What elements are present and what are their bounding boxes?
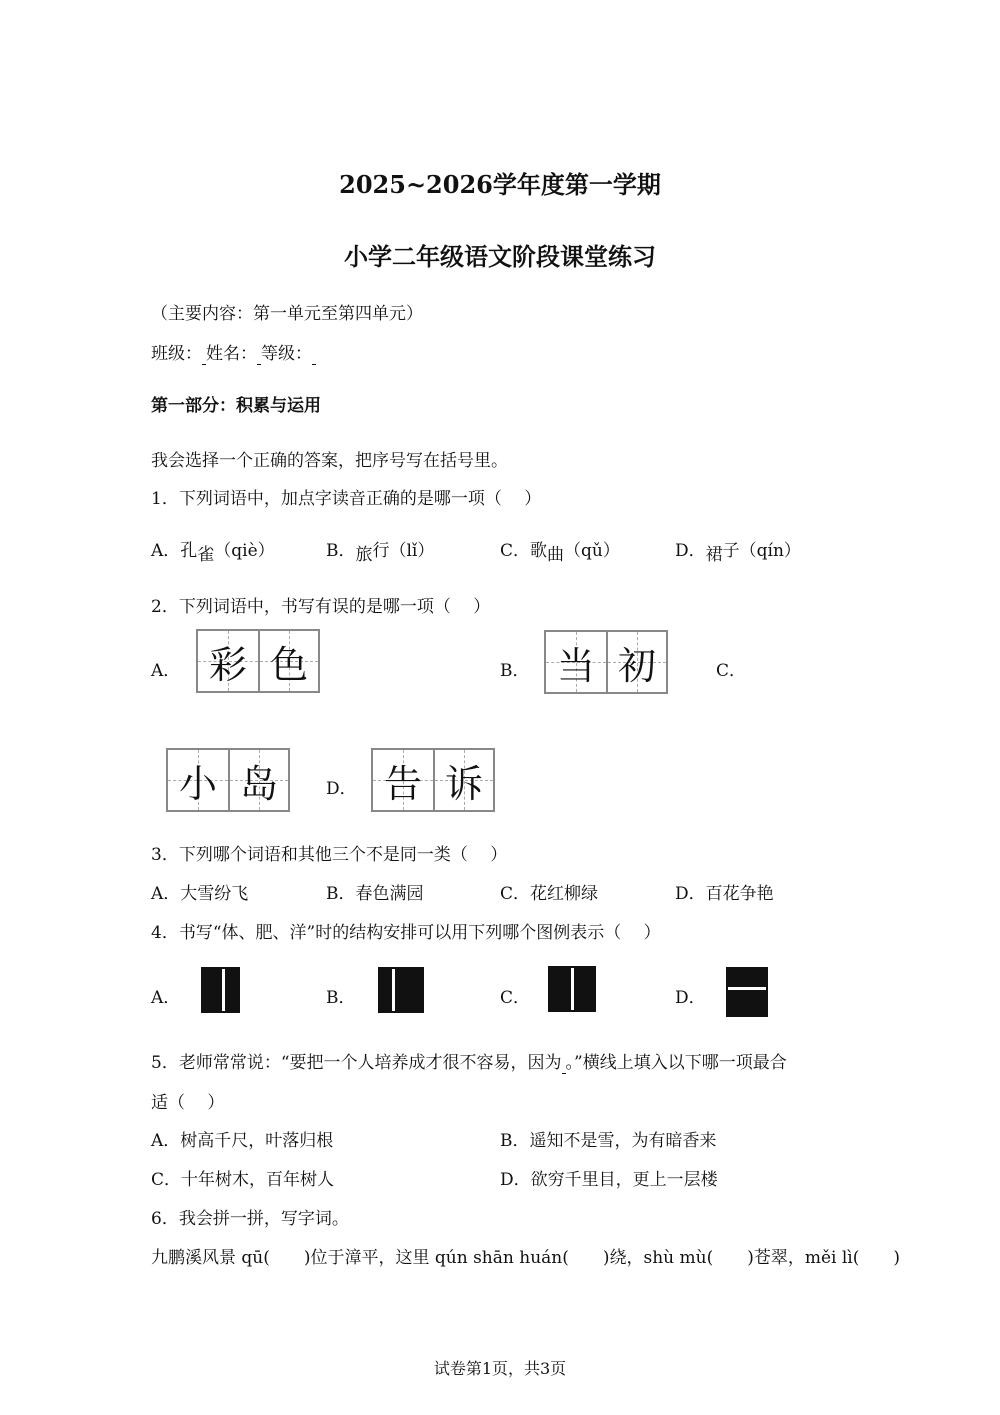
page-footer: 试卷第1页，共3页 [433, 1359, 567, 1378]
q2-option-d-letter: D． [326, 779, 357, 799]
dotted-char: 旅 [355, 545, 373, 565]
q2-option-a-letter: A． [151, 661, 181, 681]
left-right-structure-icon [201, 967, 240, 1013]
grid-cell: 当 [546, 632, 606, 692]
q2-option-c-letter: C． [716, 661, 747, 681]
grade-blank [312, 350, 316, 365]
q4-stem: 4．书写“体、肥、洋”时的结构安排可以用下列哪个图例表示（ ） [151, 923, 661, 943]
q2-option-a-grid [196, 629, 320, 693]
q1-option-d: D．裙子（qín） [675, 541, 801, 565]
q2-option-c-grid [166, 748, 290, 812]
q5-option-b: B．遥知不是雪，为有暗香来 [500, 1131, 717, 1151]
left-right-structure-icon [378, 967, 424, 1013]
grid-cell: 彩 [198, 631, 258, 691]
grid-cell: 岛 [228, 750, 288, 810]
dotted-char: 裙 [705, 545, 723, 565]
left-right-structure-icon [548, 966, 596, 1012]
dotted-char: 曲 [547, 545, 565, 565]
top-bottom-structure-icon [726, 967, 768, 1017]
q1-option-a: A．孔雀（qiè） [151, 541, 275, 565]
q6-stem: 6．我会拼一拼，写字词。 [151, 1209, 349, 1229]
q3-option-c: C．花红柳绿 [500, 884, 599, 904]
section-heading: 第一部分：积累与运用 [151, 396, 321, 416]
q3-option-a: A．大雪纷飞 [151, 884, 249, 904]
q5-option-a: A．树高千尺，叶落归根 [151, 1131, 334, 1151]
q6-passage: 九鹏溪风景 qū( )位于漳平，这里 qún shān huán( )绕，shù mù( )苍翠，měi lì( ) [151, 1248, 901, 1268]
q2-option-b-letter: B． [500, 661, 530, 681]
q2-option-d-grid [371, 748, 495, 812]
section-instruction: 我会选择一个正确的答案，把序号写在括号里。 [151, 451, 508, 471]
q4-option-b-letter: B． [326, 988, 356, 1008]
grid-cell: 小 [168, 750, 228, 810]
content-scope: （主要内容：第一单元至第四单元） [151, 304, 423, 324]
student-info [151, 343, 316, 365]
dotted-char: 雀 [197, 545, 215, 565]
grid-cell: 告 [373, 750, 433, 810]
name-label: 姓名： [206, 344, 257, 364]
q1-stem: 1．下列词语中，加点字读音正确的是哪一项（ ） [151, 489, 542, 509]
q4-option-a-letter: A． [151, 988, 181, 1008]
q1-option-b: B．旅行（lǐ） [326, 541, 435, 565]
q3-stem: 3．下列哪个词语和其他三个不是同一类（ ） [151, 845, 508, 865]
q4-option-c-letter: C． [500, 988, 531, 1008]
exam-subtitle: 小学二年级语文阶段课堂练习 [344, 242, 656, 271]
q2-stem: 2．下列词语中，书写有误的是哪一项（ ） [151, 597, 491, 617]
grid-cell: 诉 [433, 750, 493, 810]
q5-stem: 5．老师常常说：“要把一个人培养成才很不容易，因为 。”横线上填入以下哪一项最合 [151, 1053, 787, 1073]
class-label: 班级： [151, 344, 202, 364]
q1-option-c: C．歌曲（qǔ） [500, 541, 620, 565]
q5-option-d: D．欲穷千里目，更上一层楼 [500, 1170, 718, 1190]
q2-option-b-grid [544, 630, 668, 694]
q3-option-d: D．百花争艳 [675, 884, 774, 904]
grade-label: 等级： [261, 344, 312, 364]
q5-stem-cont: 适（ ） [151, 1093, 225, 1113]
grid-cell: 色 [258, 631, 318, 691]
q5-option-c: C．十年树木，百年树人 [151, 1170, 335, 1190]
q4-option-d-letter: D． [675, 988, 706, 1008]
q3-option-b: B．春色满园 [326, 884, 424, 904]
grid-cell: 初 [606, 632, 666, 692]
exam-title: 2025~2026学年度第一学期 [339, 170, 661, 199]
